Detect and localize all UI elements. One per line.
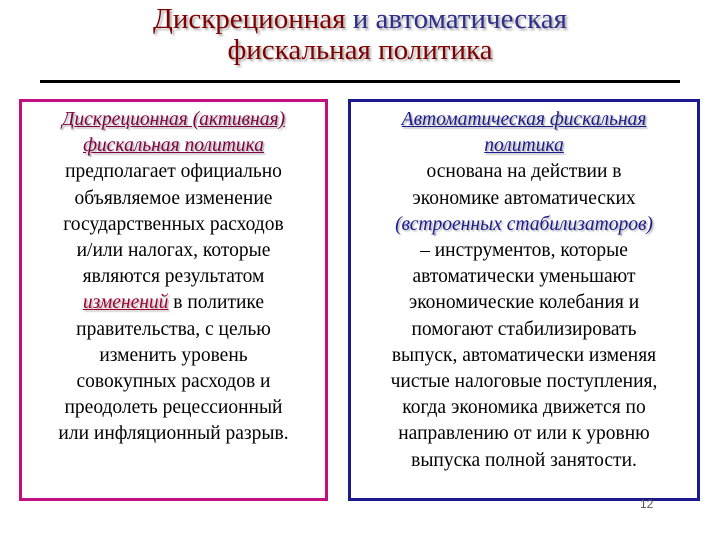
title-part-1: Дискреционная xyxy=(153,3,353,35)
title-line-2: фискальная политика xyxy=(227,34,493,66)
right-heading-line-2: политика xyxy=(484,135,564,157)
left-text-line: правительства, с целью xyxy=(76,318,271,340)
left-emphasis-word: изменений xyxy=(82,292,169,314)
left-emphasis-line xyxy=(22,290,325,316)
right-text-line: выпуска полной занятости. xyxy=(411,449,637,471)
left-text-line: предполагает официально xyxy=(65,161,282,183)
left-text-line: изменить уровень xyxy=(99,344,248,366)
left-text-line: совокупных расходов и xyxy=(76,371,271,393)
right-text-line: – инструментов, которые xyxy=(420,240,628,262)
right-text-line: экономике автоматических xyxy=(412,187,636,209)
left-emphasis-tail: в политике xyxy=(168,292,265,314)
title-line-1 xyxy=(0,4,720,35)
right-text-line: направлению от или к уровню xyxy=(398,423,650,445)
left-heading-line-1: Дискреционная (активная) xyxy=(61,109,285,130)
left-text-line: являются результатом xyxy=(82,266,265,288)
automatic-policy-box xyxy=(348,99,700,501)
right-text-line: когда экономика движется по xyxy=(402,397,646,419)
right-text-line: чистые налоговые поступления, xyxy=(390,371,658,393)
left-text-line: государственных расходов xyxy=(63,213,284,235)
title-divider xyxy=(40,80,680,83)
slide-title xyxy=(0,4,720,66)
right-text-line: экономические колебания и xyxy=(408,292,640,314)
right-text-line: помогают стабилизировать xyxy=(411,318,637,340)
left-heading-line-2: фискальная политика xyxy=(83,135,264,157)
right-heading-line-1: Автоматическая фискальная xyxy=(401,109,647,130)
left-text-line: объявляемое изменение xyxy=(74,187,273,209)
discretionary-policy-box xyxy=(19,99,328,501)
title-part-2: и автоматическая xyxy=(352,3,567,35)
left-text-line: или инфляционный разрыв. xyxy=(58,423,289,445)
left-text-line: и/или налогах, которые xyxy=(76,240,271,262)
right-text-line: выпуск, автоматически изменяя xyxy=(391,344,657,366)
left-text-line: преодолеть рецессионный xyxy=(64,397,283,419)
page-number: 12 xyxy=(640,497,654,511)
right-text-line: основана на действии в xyxy=(426,161,622,183)
right-emphasis-line: (встроенных стабилизаторов) xyxy=(395,213,653,235)
right-text-line: автоматически уменьшают xyxy=(412,266,636,288)
